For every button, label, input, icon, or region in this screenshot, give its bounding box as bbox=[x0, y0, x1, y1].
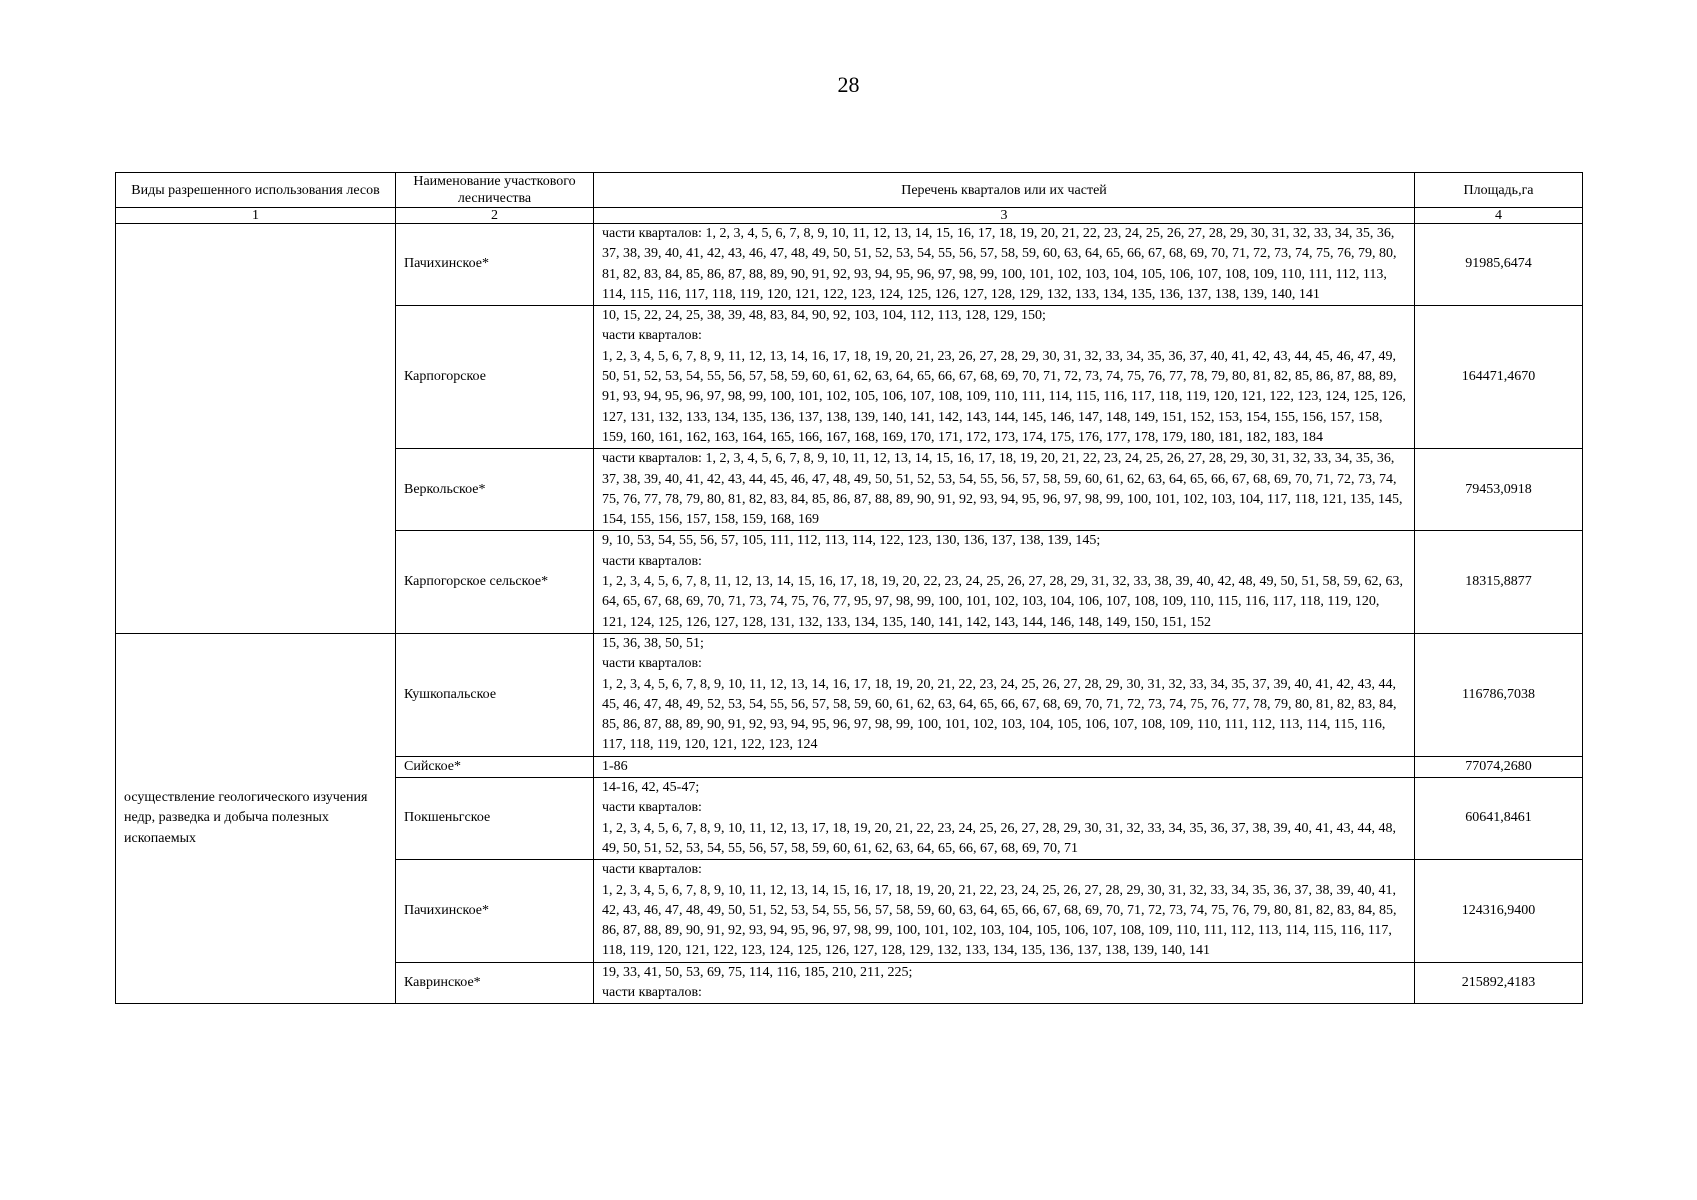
header-row bbox=[116, 173, 1583, 208]
district-name-cell: Сийское* bbox=[396, 756, 594, 777]
column-number: 1 bbox=[116, 208, 396, 224]
district-name-cell: Покшеньгское bbox=[396, 778, 594, 860]
column-number: 2 bbox=[396, 208, 594, 224]
district-name-cell: Веркольское* bbox=[396, 449, 594, 531]
district-name-cell: Кавринское* bbox=[396, 962, 594, 1004]
district-name-cell: Карпогорское сельское* bbox=[396, 531, 594, 633]
quarters-list-cell: 10, 15, 22, 24, 25, 38, 39, 48, 83, 84, 90, 92, 103, 104, 112, 113, 128, 129, 150; части кварталов: 1, 2, 3, 4, 5, 6, 7, 8, 9, 11, 12, 13, 14, 16, 17, 18, 19, 20, 21, 23, 26, 27, 28, 29, 30, 31, 32, 33, 34, 35, 36, 37, 40, 41, 42, 43, 44, 45, 46, 47, 49, 50, 51, 52, 53, 54, 55, 56, 57, 58, 59, 60, 61, 62, 63, 64, 65, 66, 67, 68, 69, 70, 71, 72, 73, 74, 75, 76, 77, 78, 79, 80, 81, 82, 85, 86, 87, 88, 89, 91, 93, 94, 95, 96, 97, 98, 99, 100, 101, 102, 105, 106, 107, 108, 109, 110, 111, 114, 115, 116, 117, 118, 119, 120, 121, 122, 123, 124, 125, 126, 127, 131, 132, 133, 134, 135, 136, 137, 138, 139, 140, 141, 142, 143, 144, 145, 146, 147, 148, 149, 151, 152, 153, 154, 155, 156, 157, 158, 159, 160, 161, 162, 163, 164, 165, 166, 167, 168, 169, 170, 171, 172, 173, 174, 175, 176, 177, 178, 179, 180, 181, 182, 183, 184 bbox=[594, 306, 1415, 449]
usage-type-cell: осуществление геологического изучения недр, разведка и добыча полезных ископаемых bbox=[116, 633, 396, 1003]
header-district-name: Наименование участкового лесничества bbox=[396, 173, 594, 208]
district-name-cell: Кушкопальское bbox=[396, 633, 594, 756]
area-cell: 164471,4670 bbox=[1415, 306, 1583, 449]
table-body bbox=[116, 224, 1583, 1004]
quarters-list-cell: 9, 10, 53, 54, 55, 56, 57, 105, 111, 112, 113, 114, 122, 123, 130, 136, 137, 138, 139, 145; части кварталов: 1, 2, 3, 4, 5, 6, 7, 8, 11, 12, 13, 14, 15, 16, 17, 18, 19, 20, 22, 23, 24, 25, 26, 27, 28, 29, 31, 32, 33, 38, 39, 40, 42, 48, 49, 50, 51, 58, 59, 62, 63, 64, 65, 67, 68, 69, 70, 71, 73, 74, 75, 76, 77, 95, 97, 98, 99, 100, 101, 102, 103, 104, 106, 107, 108, 109, 110, 115, 116, 117, 118, 119, 120, 121, 124, 125, 126, 127, 128, 131, 132, 133, 134, 135, 140, 141, 142, 143, 144, 146, 148, 149, 150, 151, 152 bbox=[594, 531, 1415, 633]
column-number: 3 bbox=[594, 208, 1415, 224]
header-usage-type: Виды разрешенного использования лесов bbox=[116, 173, 396, 208]
quarters-list-cell: 19, 33, 41, 50, 53, 69, 75, 114, 116, 185, 210, 211, 225; части кварталов: bbox=[594, 962, 1415, 1004]
area-cell: 124316,9400 bbox=[1415, 860, 1583, 962]
district-name-cell: Пачихинское* bbox=[396, 224, 594, 306]
quarters-list-cell: 1-86 bbox=[594, 756, 1415, 777]
district-name-cell: Пачихинское* bbox=[396, 860, 594, 962]
column-number-row bbox=[116, 208, 1583, 224]
area-cell: 215892,4183 bbox=[1415, 962, 1583, 1004]
quarters-list-cell: 14-16, 42, 45-47; части кварталов: 1, 2, 3, 4, 5, 6, 7, 8, 9, 10, 11, 12, 13, 17, 18, 19, 20, 21, 22, 23, 24, 25, 26, 27, 28, 29, 30, 31, 32, 33, 34, 35, 36, 37, 38, 39, 40, 41, 43, 44, 48, 49, 50, 51, 52, 53, 54, 55, 56, 57, 58, 59, 60, 61, 62, 63, 64, 65, 66, 67, 68, 69, 70, 71 bbox=[594, 778, 1415, 860]
area-cell: 60641,8461 bbox=[1415, 778, 1583, 860]
area-cell: 77074,2680 bbox=[1415, 756, 1583, 777]
table-row bbox=[116, 224, 1583, 306]
header-area: Площадь,га bbox=[1415, 173, 1583, 208]
quarters-list-cell: 15, 36, 38, 50, 51; части кварталов: 1, 2, 3, 4, 5, 6, 7, 8, 9, 10, 11, 12, 13, 14, 16, 17, 18, 19, 20, 21, 22, 23, 24, 25, 26, 27, 28, 29, 30, 31, 32, 33, 34, 35, 37, 39, 40, 41, 42, 43, 44, 45, 46, 47, 48, 49, 52, 53, 54, 55, 56, 57, 58, 59, 60, 61, 62, 63, 64, 65, 66, 67, 68, 69, 70, 71, 72, 73, 74, 75, 76, 77, 78, 79, 80, 81, 82, 83, 84, 85, 86, 87, 88, 89, 90, 91, 92, 93, 94, 95, 96, 97, 98, 99, 100, 101, 102, 103, 104, 105, 106, 107, 108, 109, 110, 111, 112, 113, 114, 115, 116, 117, 118, 119, 120, 121, 122, 123, 124 bbox=[594, 633, 1415, 756]
usage-type-cell bbox=[116, 224, 396, 634]
header-quarters-list: Перечень кварталов или их частей bbox=[594, 173, 1415, 208]
area-cell: 91985,6474 bbox=[1415, 224, 1583, 306]
area-cell: 116786,7038 bbox=[1415, 633, 1583, 756]
district-name-cell: Карпогорское bbox=[396, 306, 594, 449]
quarters-list-cell: части кварталов: 1, 2, 3, 4, 5, 6, 7, 8, 9, 10, 11, 12, 13, 14, 15, 16, 17, 18, 19, 20, 21, 22, 23, 24, 25, 26, 27, 28, 29, 30, 31, 32, 33, 34, 35, 36, 37, 38, 39, 40, 41, 42, 43, 46, 47, 48, 49, 50, 51, 52, 53, 54, 55, 56, 57, 58, 59, 60, 63, 64, 65, 66, 67, 68, 69, 70, 71, 72, 73, 74, 75, 76, 79, 80, 81, 82, 83, 84, 85, 86, 87, 88, 89, 90, 91, 92, 93, 94, 95, 96, 97, 98, 99, 100, 101, 102, 103, 104, 105, 106, 107, 108, 109, 110, 111, 112, 113, 114, 115, 116, 117, 118, 119, 120, 121, 122, 123, 124, 125, 126, 127, 128, 129, 132, 133, 134, 135, 136, 137, 138, 139, 140, 141 bbox=[594, 224, 1415, 306]
page-number: 28 bbox=[837, 72, 860, 97]
area-cell: 18315,8877 bbox=[1415, 531, 1583, 633]
quarters-list-cell: части кварталов: 1, 2, 3, 4, 5, 6, 7, 8, 9, 10, 11, 12, 13, 14, 15, 16, 17, 18, 19, 20, 21, 22, 23, 24, 25, 26, 27, 28, 29, 30, 31, 32, 33, 34, 35, 36, 37, 38, 39, 40, 41, 42, 43, 46, 47, 48, 49, 50, 51, 52, 53, 54, 55, 56, 57, 58, 59, 60, 63, 64, 65, 66, 67, 68, 69, 70, 71, 72, 73, 74, 75, 76, 79, 80, 81, 82, 83, 84, 85, 86, 87, 88, 89, 90, 91, 92, 93, 94, 95, 96, 97, 98, 99, 100, 101, 102, 103, 104, 105, 106, 107, 108, 109, 110, 111, 112, 113, 114, 115, 116, 117, 118, 119, 120, 121, 122, 123, 124, 125, 126, 127, 128, 129, 132, 133, 134, 135, 136, 137, 138, 139, 140, 141 bbox=[594, 860, 1415, 962]
area-cell: 79453,0918 bbox=[1415, 449, 1583, 531]
table-row bbox=[116, 633, 1583, 756]
column-number: 4 bbox=[1415, 208, 1583, 224]
forest-use-table bbox=[115, 172, 1583, 1004]
quarters-list-cell: части кварталов: 1, 2, 3, 4, 5, 6, 7, 8, 9, 10, 11, 12, 13, 14, 15, 16, 17, 18, 19, 20, 21, 22, 23, 24, 25, 26, 27, 28, 29, 30, 31, 32, 33, 34, 35, 36, 37, 38, 39, 40, 41, 42, 43, 44, 45, 46, 47, 48, 49, 50, 51, 52, 53, 54, 55, 56, 57, 58, 59, 60, 61, 62, 63, 64, 65, 66, 67, 68, 69, 70, 71, 72, 73, 74, 75, 76, 77, 78, 79, 80, 81, 82, 83, 84, 85, 86, 87, 88, 89, 90, 91, 92, 93, 94, 95, 96, 97, 98, 99, 100, 101, 102, 103, 104, 117, 118, 121, 135, 145, 154, 155, 156, 157, 158, 159, 168, 169 bbox=[594, 449, 1415, 531]
